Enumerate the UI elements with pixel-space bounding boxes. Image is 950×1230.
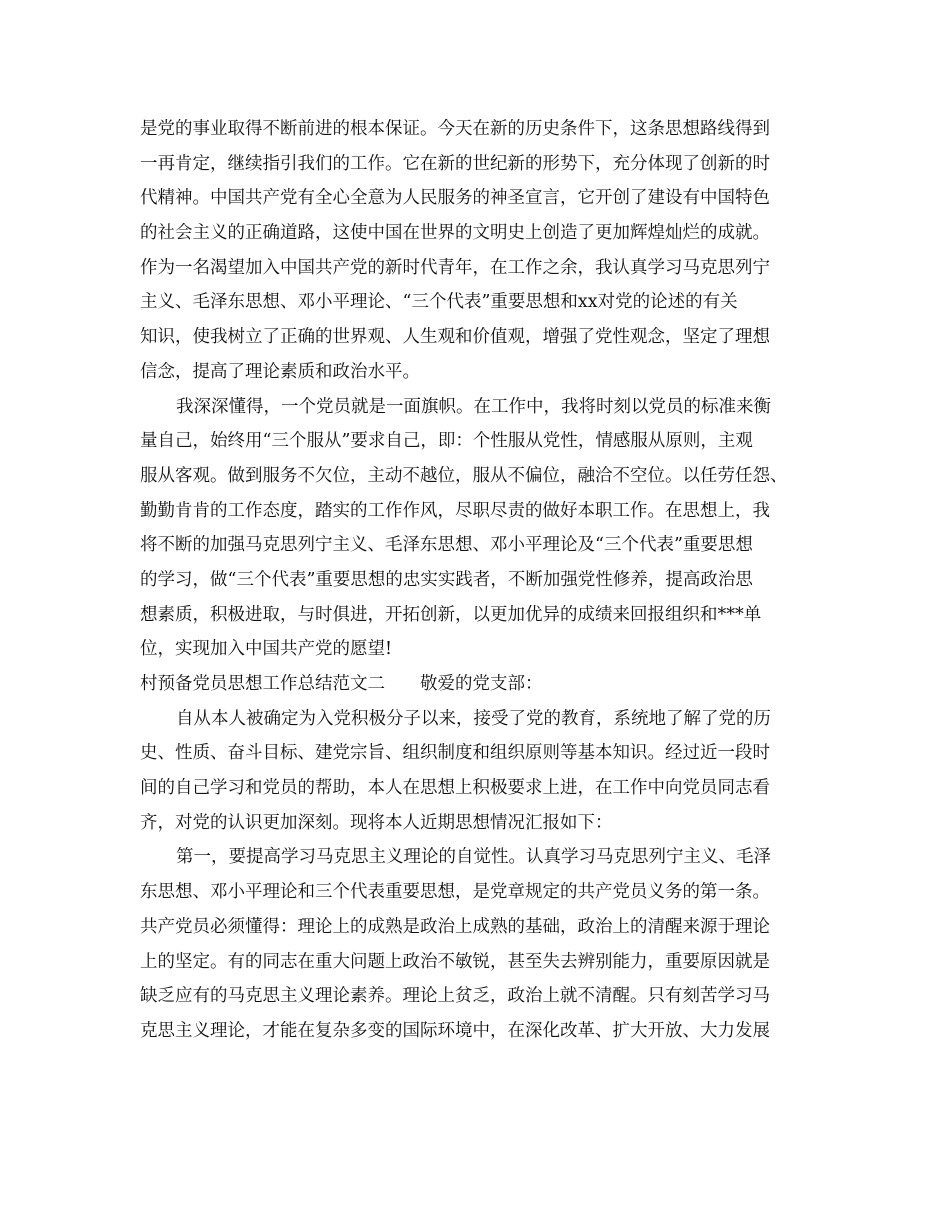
text-line: 一再肯定，继续指引我们的工作。它在新的世纪新的形势下，充分体现了创新的时 xyxy=(140,153,770,174)
text-line: 共产党员必须懂得：理论上的成熟是政治上成熟的基础，政治上的清醒来源于理论 xyxy=(140,916,770,937)
text-line: 克思主义理论，才能在复杂多变的国际环境中，在深化改革、扩大开放、大力发展 xyxy=(140,1020,770,1041)
text-line: 村预备党员思想工作总结范文二 敬爱的党支部： xyxy=(140,674,543,694)
text-line: 的学习，做“三个代表”重要思想的忠实实践者，不断加强党性修养，提高政治思 xyxy=(140,569,753,590)
text-line: 量自己，始终用“三个服从”要求自己，即：个性服从党性，情感服从原则，主观 xyxy=(140,431,753,452)
text-line: 代精神。中国共产党有全心全意为人民服务的神圣宣言，它开创了建设有中国特色 xyxy=(140,188,770,209)
text-line: 作为一名渴望加入中国共产党的新时代青年，在工作之余，我认真学习马克思列宁 xyxy=(140,257,770,278)
text-line: 是党的事业取得不断前进的根本保证。今天在新的历史条件下，这条思想路线得到 xyxy=(140,119,770,139)
text-line: 服从客观。做到服务不欠位，主动不越位，服从不偏位，融洽不空位。以任劳任怨、 xyxy=(140,465,788,486)
paragraph-first-line: 第一，要提高学习马克思主义理论的自觉性。认真学习马克思列宁主义、毛泽 xyxy=(176,847,771,868)
text-line: 勤勤肯肯的工作态度，踏实的工作作风，尽职尽责的做好本职工作。在思想上，我 xyxy=(140,500,770,521)
text-line: 将不断的加强马克思列宁主义、毛泽东思想、邓小平理论及“三个代表”重要思想 xyxy=(140,535,753,556)
text-line: 间的自己学习和党员的帮助，本人在思想上积极要求上进，在工作中向党员同志看 xyxy=(140,778,770,799)
text-line: 缺乏应有的马克思主义理论素养。理论上贫乏，政治上就不清醒。只有刻苦学习马 xyxy=(140,986,770,1007)
text-line: 信念，提高了理论素质和政治水平。 xyxy=(140,361,420,382)
text-line: 上的坚定。有的同志在重大问题上政治不敏锐，甚至失去辨别能力，重要原因就是 xyxy=(140,951,770,972)
text-line: 的社会主义的正确道路，这使中国在世界的文明史上创造了更加辉煌灿烂的成就。 xyxy=(140,223,770,244)
text-line: 东思想、邓小平理论和三个代表重要思想，是党章规定的共产党员义务的第一条。 xyxy=(140,882,770,903)
text-line: 史、性质、奋斗目标、建党宗旨、组织制度和组织原则等基本知识。经过近一段时 xyxy=(140,743,770,764)
text-line: 知识，使我树立了正确的世界观、人生观和价值观，增强了党性观念，坚定了理想 xyxy=(140,327,770,348)
text-line: 主义、毛泽东思想、邓小平理论、“三个代表”重要思想和xx对党的论述的有关 xyxy=(140,292,738,313)
text-line: 想素质，积极进取，与时俱进，开拓创新，以更加优异的成绩来回报组织和***单 xyxy=(140,604,762,625)
text-line: 齐，对党的认识更加深刻。现将本人近期思想情况汇报如下： xyxy=(140,812,613,833)
paragraph-first-line: 我深深懂得，一个党员就是一面旗帜。在工作中，我将时刻以党员的标准来衡 xyxy=(176,396,771,417)
paragraph-first-line: 自从本人被确定为入党积极分子以来，接受了党的教育，系统地了解了党的历 xyxy=(176,708,771,729)
text-line: 位，实现加入中国共产党的愿望! xyxy=(140,639,393,660)
document-body xyxy=(140,112,820,1049)
